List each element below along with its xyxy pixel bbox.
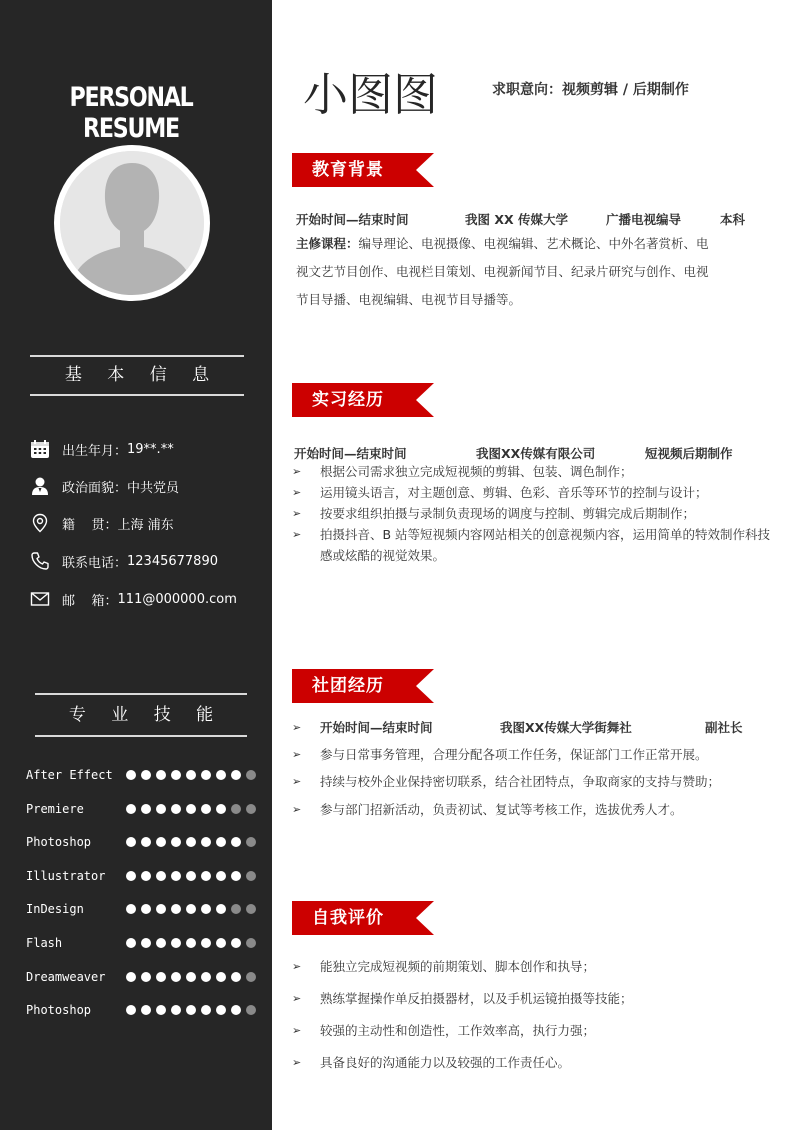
skill-dot xyxy=(171,770,181,780)
skill-dot xyxy=(246,871,256,881)
skill-dot xyxy=(171,837,181,847)
info-political xyxy=(29,474,179,498)
list-item: ➢ 参与日常事务管理，合理分配各项工作任务，保证部门工作正常开展。 xyxy=(292,744,772,765)
skill-dot xyxy=(126,804,136,814)
arrow-bullet-icon: ➢ xyxy=(292,486,302,499)
skill-name: InDesign xyxy=(26,902,84,917)
job-intent: 求职意向：视频剪辑 / 后期制作 xyxy=(492,82,689,98)
skill-name: Photoshop xyxy=(26,1003,92,1018)
skill-level-dots xyxy=(126,972,256,982)
skill-dot xyxy=(171,1005,181,1015)
skill-dot xyxy=(231,770,241,780)
skill-dot xyxy=(186,770,196,780)
skill-row xyxy=(26,833,256,851)
club-heading xyxy=(292,669,434,703)
skill-dot xyxy=(141,770,151,780)
intern-role: 短视频后期制作 xyxy=(645,446,733,461)
edu-degree: 本科 xyxy=(720,212,746,227)
list-item: ➢ 具备良好的沟通能力以及较强的工作责任心。 xyxy=(292,1052,772,1073)
skill-dot xyxy=(231,804,241,814)
list-item xyxy=(292,717,772,738)
skill-level-dots xyxy=(126,1005,256,1015)
skill-dot xyxy=(156,938,166,948)
club-period: 开始时间—结束时间 xyxy=(320,720,433,735)
info-hometown xyxy=(29,511,174,535)
skill-dot xyxy=(141,972,151,982)
education-heading xyxy=(292,153,434,187)
skills-heading: 专 业 技 能 xyxy=(35,693,247,737)
arrow-bullet-icon: ➢ xyxy=(292,960,302,973)
skill-level-dots xyxy=(126,871,256,881)
skill-dot xyxy=(246,770,256,780)
skill-dot xyxy=(186,837,196,847)
arrow-bullet-icon: ➢ xyxy=(292,465,302,478)
skill-dot xyxy=(231,837,241,847)
skill-name: Photoshop xyxy=(26,835,92,850)
info-phone xyxy=(29,549,218,573)
info-value: 12345677890 xyxy=(127,553,218,569)
skill-dot xyxy=(216,871,226,881)
skill-dot xyxy=(231,1005,241,1015)
skill-dot xyxy=(126,837,136,847)
skill-row xyxy=(26,766,256,784)
skill-dot xyxy=(171,804,181,814)
intern-company: 我图XX传媒有限公司 xyxy=(476,446,596,461)
edu-major: 广播电视编导 xyxy=(606,212,682,227)
skill-dot xyxy=(186,904,196,914)
list-item: ➢ 较强的主动性和创造性，工作效率高，执行力强； xyxy=(292,1020,772,1041)
self-eval-heading-text: 自我评价 xyxy=(312,908,384,928)
internship-heading xyxy=(292,383,434,417)
info-label: 政治面貌： xyxy=(62,480,128,496)
skill-dot xyxy=(201,770,211,780)
candidate-name: 小图图 xyxy=(303,68,439,121)
skill-dot xyxy=(246,972,256,982)
skill-dot xyxy=(216,837,226,847)
arrow-bullet-icon: ➢ xyxy=(292,803,302,816)
skill-dot xyxy=(186,972,196,982)
resume-title: PERSONAL RESUME xyxy=(69,82,193,144)
skill-name: Premiere xyxy=(26,801,84,816)
basic-info-heading: 基 本 信 息 xyxy=(30,355,244,396)
skill-dot xyxy=(231,904,241,914)
skill-dot xyxy=(156,804,166,814)
info-label: 出生年月： xyxy=(62,443,128,459)
skill-row xyxy=(26,1001,256,1019)
skill-dot xyxy=(126,871,136,881)
skill-dot xyxy=(216,904,226,914)
skill-dot xyxy=(126,938,136,948)
skill-dot xyxy=(246,804,256,814)
skill-dot xyxy=(156,871,166,881)
list-item: ➢ 熟练掌握操作单反拍摄器材，以及手机运镜拍摄等技能； xyxy=(292,988,772,1009)
skill-dot xyxy=(231,972,241,982)
skill-dot xyxy=(126,770,136,780)
person-icon xyxy=(29,475,51,497)
skill-name: After Effect xyxy=(26,768,113,782)
courses-line: 视文艺节目创作、电视栏目策划、电视新闻节目、纪录片研究与创作、电视 xyxy=(296,264,709,279)
skill-level-dots xyxy=(126,904,256,914)
skill-row xyxy=(26,968,256,986)
skill-dot xyxy=(246,904,256,914)
skill-dot xyxy=(126,904,136,914)
list-item: ➢ 参与部门招新活动，负责初试、复试等考核工作，选拔优秀人才。 xyxy=(292,799,772,820)
skill-dot xyxy=(171,972,181,982)
skill-level-dots xyxy=(126,938,256,948)
list-item: ➢ 能独立完成短视频的前期策划、脚本创作和执导； xyxy=(292,956,772,977)
skill-name: Flash xyxy=(26,936,63,950)
club-org: 我图XX传媒大学街舞社 xyxy=(500,720,632,735)
courses-line: 节目导播、电视编辑、电视节目导播等。 xyxy=(296,292,522,307)
skill-dot xyxy=(186,871,196,881)
skill-row xyxy=(26,800,256,818)
skill-dot xyxy=(216,938,226,948)
info-label: 籍 贯： xyxy=(62,517,118,533)
skill-dot xyxy=(141,804,151,814)
skill-dot xyxy=(156,1005,166,1015)
arrow-bullet-icon: ➢ xyxy=(292,775,302,788)
skill-dot xyxy=(231,871,241,881)
edu-school: 我图 XX 传媒大学 xyxy=(465,212,568,227)
arrow-bullet-icon: ➢ xyxy=(292,507,302,520)
skill-level-dots xyxy=(126,837,256,847)
phone-icon xyxy=(29,550,51,572)
skill-row xyxy=(26,934,256,952)
intern-period: 开始时间—结束时间 xyxy=(294,446,407,461)
skill-dot xyxy=(201,972,211,982)
edu-courses xyxy=(296,230,766,314)
mail-icon xyxy=(29,588,51,610)
info-value: 中共党员 xyxy=(127,480,180,496)
info-email xyxy=(29,587,237,611)
skill-dot xyxy=(156,904,166,914)
skill-level-dots xyxy=(126,804,256,814)
courses-line: 编导理论、电视摄像、电视编辑、艺术概论、中外名著赏析、电 xyxy=(358,236,709,251)
skill-dot xyxy=(216,972,226,982)
skill-dot xyxy=(201,837,211,847)
skill-name: Dreamweaver xyxy=(26,969,106,984)
info-value: 111@000000.com xyxy=(117,591,237,607)
skill-dot xyxy=(156,972,166,982)
skill-dot xyxy=(186,938,196,948)
skill-name: Illustrator xyxy=(26,868,106,883)
calendar-icon xyxy=(29,438,51,460)
skill-dot xyxy=(246,837,256,847)
arrow-bullet-icon: ➢ xyxy=(292,992,302,1005)
self-eval-heading xyxy=(292,901,434,935)
info-value: 19**.** xyxy=(127,441,174,457)
skill-dot xyxy=(231,938,241,948)
skill-level-dots xyxy=(126,770,256,780)
list-item: ➢ 持续与校外企业保持密切联系，结合社团特点，争取商家的支持与赞助； xyxy=(292,771,772,792)
arrow-bullet-icon: ➢ xyxy=(292,721,302,734)
list-item: ➢ 按要求组织拍摄与录制负责现场的调度与控制、剪辑完成后期制作； xyxy=(292,503,772,524)
skill-dot xyxy=(141,837,151,847)
skill-dot xyxy=(171,904,181,914)
internship-heading-text: 实习经历 xyxy=(312,390,384,410)
skill-dot xyxy=(186,804,196,814)
skill-dot xyxy=(216,1005,226,1015)
skill-dot xyxy=(156,770,166,780)
info-birth xyxy=(29,437,174,461)
skill-dot xyxy=(201,871,211,881)
skill-dot xyxy=(201,1005,211,1015)
arrow-bullet-icon: ➢ xyxy=(292,1024,302,1037)
skill-dot xyxy=(246,938,256,948)
skill-dot xyxy=(186,1005,196,1015)
skill-dot xyxy=(201,904,211,914)
education-heading-text: 教育背景 xyxy=(312,160,384,180)
avatar-silhouette-icon xyxy=(60,151,204,295)
skill-dot xyxy=(171,871,181,881)
list-item: ➢ 拍摄抖音、B 站等短视频内容网站相关的创意视频内容，运用简单的特效制作科技感或炫酷的视觉效果。 xyxy=(292,524,772,566)
courses-label: 主修课程： xyxy=(296,236,359,251)
skill-row xyxy=(26,867,256,885)
info-value: 上海 浦东 xyxy=(117,517,174,533)
skill-dot xyxy=(141,871,151,881)
arrow-bullet-icon: ➢ xyxy=(292,528,302,541)
info-label: 联系电话： xyxy=(62,555,128,571)
skill-dot xyxy=(216,770,226,780)
skill-row xyxy=(26,900,256,918)
club-role: 副社长 xyxy=(705,720,743,735)
edu-period: 开始时间—结束时间 xyxy=(296,212,409,227)
skill-dot xyxy=(246,1005,256,1015)
skill-dot xyxy=(171,938,181,948)
skill-dot xyxy=(201,804,211,814)
skill-dot xyxy=(216,804,226,814)
skill-dot xyxy=(141,938,151,948)
arrow-bullet-icon: ➢ xyxy=(292,748,302,761)
list-item: ➢ 根据公司需求独立完成短视频的剪辑、包装、调色制作； xyxy=(292,461,772,482)
skill-dot xyxy=(126,1005,136,1015)
club-heading-text: 社团经历 xyxy=(312,676,384,696)
info-label: 邮 箱： xyxy=(62,593,118,609)
skill-dot xyxy=(156,837,166,847)
skill-dot xyxy=(201,938,211,948)
location-pin-icon xyxy=(29,512,51,534)
avatar xyxy=(54,145,210,301)
arrow-bullet-icon: ➢ xyxy=(292,1056,302,1069)
skill-dot xyxy=(141,904,151,914)
skill-dot xyxy=(126,972,136,982)
sidebar xyxy=(0,0,272,1130)
list-item: ➢ 运用镜头语言，对主题创意、剪辑、色彩、音乐等环节的控制与设计； xyxy=(292,482,772,503)
skill-dot xyxy=(141,1005,151,1015)
